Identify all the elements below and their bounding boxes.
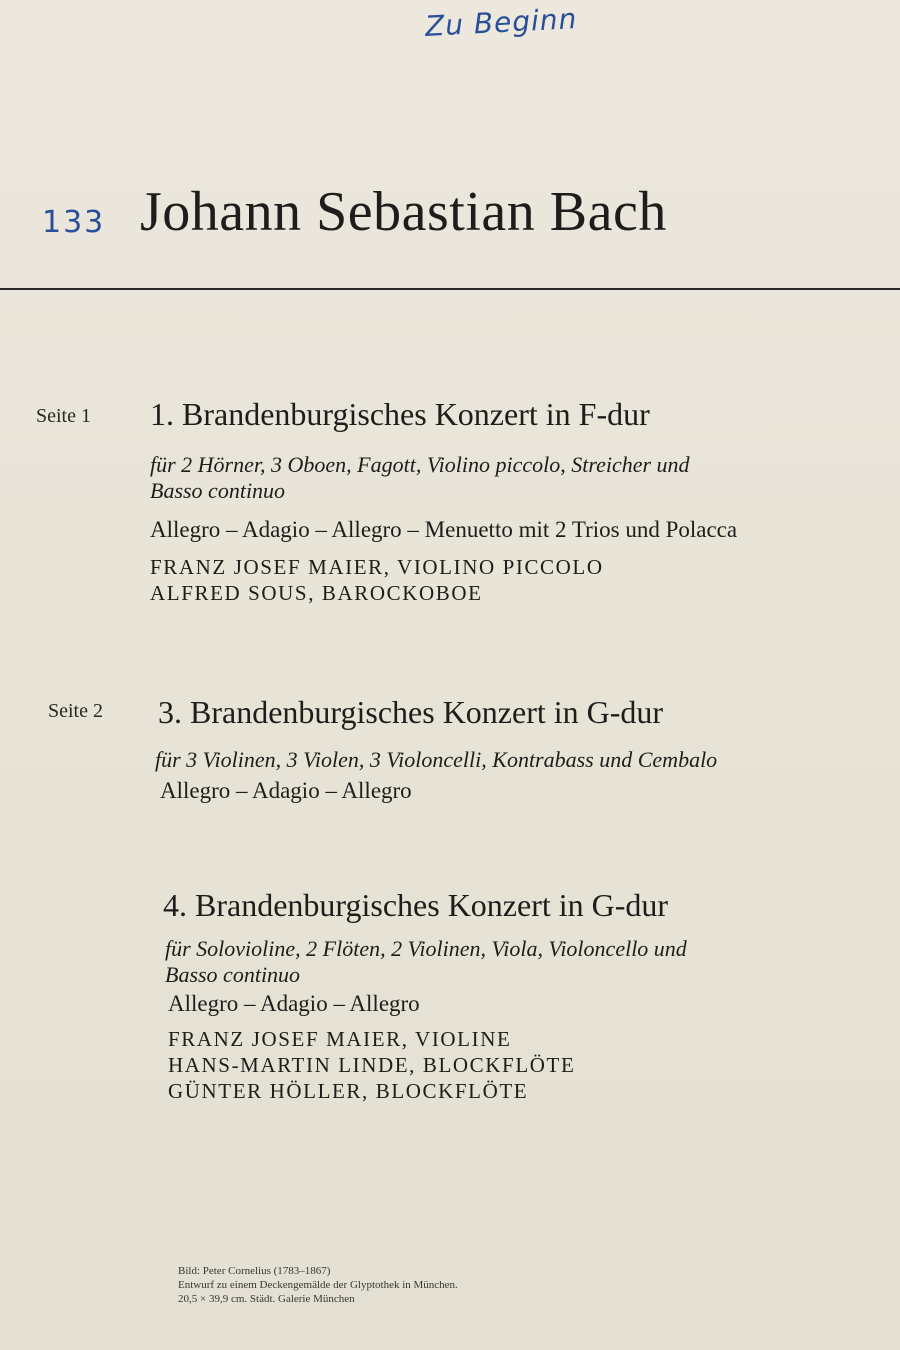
performer-line: FRANZ JOSEF MAIER, VIOLINO PICCOLO xyxy=(150,555,604,579)
credit-line: Entwurf zu einem Deckengemälde der Glyptothek in München. xyxy=(178,1279,458,1291)
catalog-number: 133 xyxy=(42,205,106,240)
header-divider xyxy=(0,288,900,290)
work-title-1: 1. Brandenburgisches Konzert in F-dur xyxy=(150,396,650,432)
movements-3: Allegro – Adagio – Allegro xyxy=(168,991,420,1016)
work-title-2: 3. Brandenburgisches Konzert in G-dur xyxy=(158,694,664,730)
instrumentation-3 xyxy=(165,936,687,988)
handwritten-note: Zu Beginn xyxy=(424,2,579,43)
performers-1 xyxy=(150,554,604,606)
performers-3 xyxy=(168,1026,575,1104)
movements-1: Allegro – Adagio – Allegro – Menuetto mit 2 Trios und Polacca xyxy=(150,517,738,542)
credit-line: Bild: Peter Cornelius (1783–1867) xyxy=(178,1265,331,1277)
instrumentation-2 xyxy=(155,747,717,773)
performer-line: FRANZ JOSEF MAIER, VIOLINE xyxy=(168,1027,512,1051)
instrumentation-1 xyxy=(150,452,690,504)
instrumentation-line: Basso continuo xyxy=(165,962,301,987)
instrumentation-line: Basso continuo xyxy=(150,478,286,503)
image-credit xyxy=(178,1264,598,1306)
performer-line: HANS-MARTIN LINDE, BLOCKFLÖTE xyxy=(168,1053,576,1077)
side-label-2: Seite 2 xyxy=(48,700,103,722)
side-label-1: Seite 1 xyxy=(36,405,91,427)
composer-heading: Johann Sebastian Bach xyxy=(140,181,667,243)
credit-line: 20,5 × 39,9 cm. Städt. Galerie München xyxy=(178,1293,355,1305)
work-title-3: 4. Brandenburgisches Konzert in G-dur xyxy=(163,887,669,923)
performer-line: ALFRED SOUS, BAROCKOBOE xyxy=(150,581,483,605)
instrumentation-line: für 3 Violinen, 3 Violen, 3 Violoncelli, Kontrabass und Cembalo xyxy=(155,747,718,772)
instrumentation-line: für Solovioline, 2 Flöten, 2 Violinen, Viola, Violoncello und xyxy=(165,936,687,961)
movements-2: Allegro – Adagio – Allegro xyxy=(160,778,412,803)
performer-line: GÜNTER HÖLLER, BLOCKFLÖTE xyxy=(168,1079,529,1103)
instrumentation-line: für 2 Hörner, 3 Oboen, Fagott, Violino piccolo, Streicher und xyxy=(150,452,690,477)
